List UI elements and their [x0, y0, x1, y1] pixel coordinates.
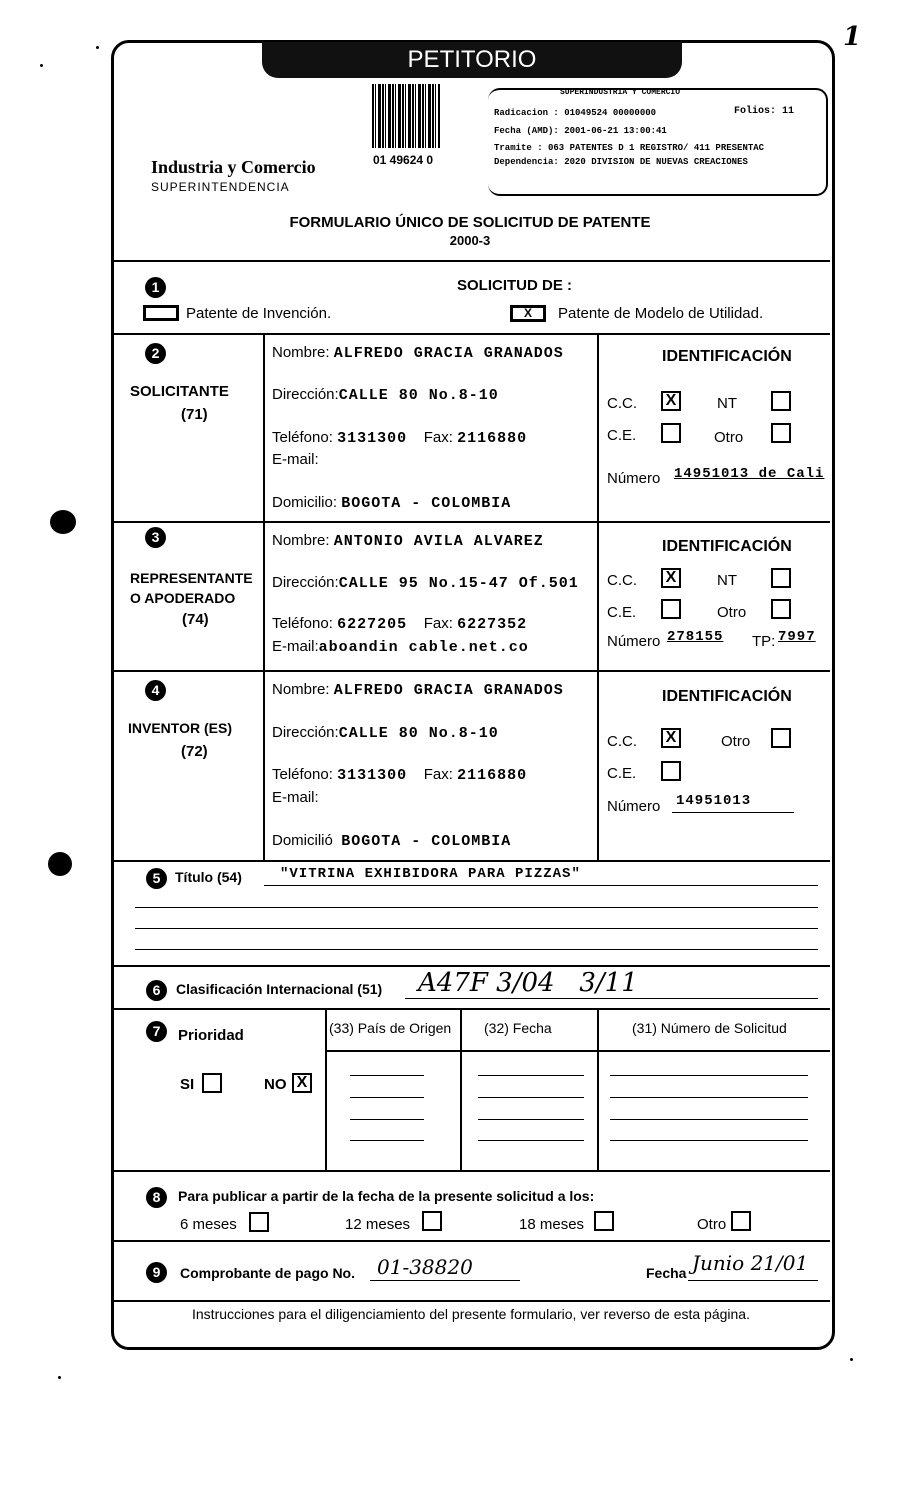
section-number: 8 [146, 1187, 167, 1208]
cc-label: C.C. [607, 572, 637, 589]
punch-hole [50, 510, 76, 534]
ce-label: C.E. [607, 427, 637, 444]
section1-heading: SOLICITUD DE : [457, 277, 572, 294]
solicitante-telefono: 3131300 [337, 430, 408, 447]
identificacion-heading: IDENTIFICACIÓN [662, 538, 792, 555]
solicitante-nombre: ALFREDO GRACIA GRANADOS [333, 345, 564, 362]
stamp-folios: Folios: 11 [734, 106, 795, 117]
pais-origen-header: (33) País de Origen [329, 1020, 452, 1036]
direccion-label: Dirección: [272, 386, 339, 403]
email-label: E-mail: [272, 789, 319, 806]
stamp-line: Tramite : 063 PATENTES D 1 REGISTRO/ 411 PRESENTAC [494, 143, 765, 153]
numero-solicitud-header: (31) Número de Solicitud [632, 1020, 787, 1036]
comprobante-label: Comprobante de pago No. [180, 1265, 355, 1281]
otro-checkbox[interactable] [771, 423, 791, 443]
si-label: SI [180, 1076, 195, 1093]
inventor-code: (72) [181, 743, 208, 760]
identificacion-heading: IDENTIFICACIÓN [662, 348, 792, 365]
patente-invencion-label: Patente de Invención. [186, 305, 332, 322]
section-number: 7 [146, 1021, 167, 1042]
publicar-18-label: 18 meses [519, 1216, 585, 1233]
representante-nombre: ANTONIO AVILA ALVAREZ [333, 533, 544, 550]
fax-label: Fax: [423, 615, 453, 632]
ce-checkbox[interactable] [661, 599, 681, 619]
inventor-direccion: CALLE 80 No.8-10 [338, 725, 499, 742]
nt-checkbox[interactable] [771, 568, 791, 588]
ce-checkbox[interactable] [661, 423, 681, 443]
punch-hole [48, 852, 72, 876]
representante-tp: 7997 [778, 629, 816, 645]
representante-direccion: CALLE 95 No.15-47 Of.501 [338, 575, 579, 592]
prioridad-label: Prioridad [178, 1027, 244, 1044]
modelo-utilidad-checkbox[interactable]: X [510, 305, 546, 322]
publicar-otro-label: Otro [697, 1216, 727, 1233]
nombre-label: Nombre: [272, 681, 330, 698]
numero-label: Número [607, 798, 661, 815]
numero-label: Número [607, 470, 661, 487]
cc-label: C.C. [607, 395, 637, 412]
clasificacion-label: Clasificación Internacional (51) [176, 981, 383, 997]
publicar-otro-checkbox[interactable] [731, 1211, 751, 1231]
solicitante-code: (71) [181, 406, 208, 423]
stamp-line: Fecha (AMD): 2001-06-21 13:00:41 [494, 126, 667, 136]
nt-label: NT [717, 572, 737, 589]
cc-checkbox[interactable]: X [661, 728, 681, 748]
org-subtitle: SUPERINTENDENCIA [151, 180, 290, 194]
publicar-18-checkbox[interactable] [594, 1211, 614, 1231]
telefono-label: Teléfono: [272, 615, 333, 632]
identificacion-heading: IDENTIFICACIÓN [662, 688, 792, 705]
nt-label: NT [717, 395, 737, 412]
footer-instructions: Instrucciones para el diligenciamiento del presente formulario, ver reverso de esta página. [192, 1306, 750, 1322]
inventor-nombre: ALFREDO GRACIA GRANADOS [333, 682, 564, 699]
cc-label: C.C. [607, 733, 637, 750]
otro-label: Otro [721, 733, 751, 750]
inventor-telefono: 3131300 [337, 767, 408, 784]
section-number: 2 [145, 343, 166, 364]
telefono-label: Teléfono: [272, 429, 333, 446]
solicitante-direccion: CALLE 80 No.8-10 [338, 387, 499, 404]
solicitante-domicilio: BOGOTA - COLOMBIA [341, 495, 512, 512]
email-label: E-mail: [272, 638, 319, 655]
org-name: Industria y Comercio [151, 157, 316, 177]
solicitante-fax: 2116880 [457, 430, 528, 447]
publicar-6-label: 6 meses [180, 1216, 237, 1233]
form-title-banner: PETITORIO [262, 42, 682, 78]
cc-checkbox[interactable]: X [661, 568, 681, 588]
fecha-header: (32) Fecha [484, 1020, 552, 1036]
section-number: 3 [145, 527, 166, 548]
numero-label: Número [607, 633, 661, 650]
patente-invencion-checkbox[interactable] [143, 305, 179, 321]
clasificacion-value: A47F 3/04 3/11 [418, 968, 638, 998]
publicar-label: Para publicar a partir de la fecha de la presente solicitud a los: [178, 1188, 595, 1204]
representante-code: (74) [182, 611, 209, 628]
otro-checkbox[interactable] [771, 728, 791, 748]
form-code: 2000-3 [449, 233, 491, 248]
representante-telefono: 6227205 [337, 616, 408, 633]
section-number: 1 [145, 277, 166, 298]
radication-stamp [488, 88, 828, 196]
stamp-line: Dependencia: 2020 DIVISION DE NUEVAS CREACIONES [494, 157, 748, 167]
comprobante-value: 01-38820 [377, 1255, 473, 1279]
publicar-6-checkbox[interactable] [249, 1212, 269, 1232]
representante-label: REPRESENTANTE [130, 570, 253, 586]
publicar-12-label: 12 meses [345, 1216, 411, 1233]
email-label: E-mail: [272, 451, 319, 468]
solicitante-id-numero: 14951013 de Cali [674, 466, 825, 482]
fecha-label: Fecha [646, 1265, 687, 1281]
fax-label: Fax: [423, 429, 453, 446]
scan-speck [58, 1376, 61, 1379]
nombre-label: Nombre: [272, 532, 330, 549]
prioridad-si-checkbox[interactable] [202, 1073, 222, 1093]
otro-label: Otro [714, 429, 744, 446]
direccion-label: Dirección: [272, 574, 339, 591]
form-heading: FORMULARIO ÚNICO DE SOLICITUD DE PATENTE [289, 214, 651, 231]
section-number: 6 [146, 980, 167, 1001]
titulo-value: "VITRINA EXHIBIDORA PARA PIZZAS" [280, 866, 581, 882]
modelo-utilidad-label: Patente de Modelo de Utilidad. [558, 305, 764, 322]
otro-label: Otro [717, 604, 747, 621]
telefono-label: Teléfono: [272, 766, 333, 783]
ce-label: C.E. [607, 604, 637, 621]
page-number: 1 [843, 22, 862, 52]
ce-checkbox[interactable] [661, 761, 681, 781]
scan-speck [40, 64, 43, 67]
representante-id-numero: 278155 [667, 629, 724, 645]
direccion-label: Dirección: [272, 724, 339, 741]
cc-checkbox[interactable]: X [661, 391, 681, 411]
representante-email: aboandin cable.net.co [318, 639, 529, 656]
otro-checkbox[interactable] [771, 599, 791, 619]
publicar-12-checkbox[interactable] [422, 1211, 442, 1231]
barcode-number: 01 49624 0 [373, 153, 434, 167]
representante-fax: 6227352 [457, 616, 528, 633]
inventor-fax: 2116880 [457, 767, 528, 784]
barcode-image [372, 84, 440, 148]
section-number: 4 [145, 680, 166, 701]
nombre-label: Nombre: [272, 344, 330, 361]
stamp-line: Radicacion : 01049524 00000000 [494, 108, 657, 118]
scan-speck [96, 46, 99, 49]
section-number: 5 [146, 868, 167, 889]
titulo-label: Título (54) [175, 869, 242, 885]
domicilio-label: Domicilió [272, 832, 333, 849]
scan-speck [850, 1358, 853, 1361]
fecha-value: Junio 21/01 [692, 1251, 809, 1275]
prioridad-no-checkbox[interactable]: X [292, 1073, 312, 1093]
section-number: 9 [146, 1262, 167, 1283]
inventor-id-numero: 14951013 [676, 793, 752, 809]
inventor-label: INVENTOR (ES) [128, 720, 232, 736]
no-label: NO [264, 1076, 287, 1093]
apoderado-label: O APODERADO [130, 590, 236, 606]
nt-checkbox[interactable] [771, 391, 791, 411]
solicitante-label: SOLICITANTE [130, 383, 229, 400]
ce-label: C.E. [607, 765, 637, 782]
stamp-line: SUPERINDUSTRIA Y COMERCIO [560, 88, 681, 97]
tp-label: TP: [752, 633, 776, 650]
fax-label: Fax: [423, 766, 453, 783]
domicilio-label: Domicilio: [272, 494, 338, 511]
inventor-domicilio: BOGOTA - COLOMBIA [341, 833, 512, 850]
